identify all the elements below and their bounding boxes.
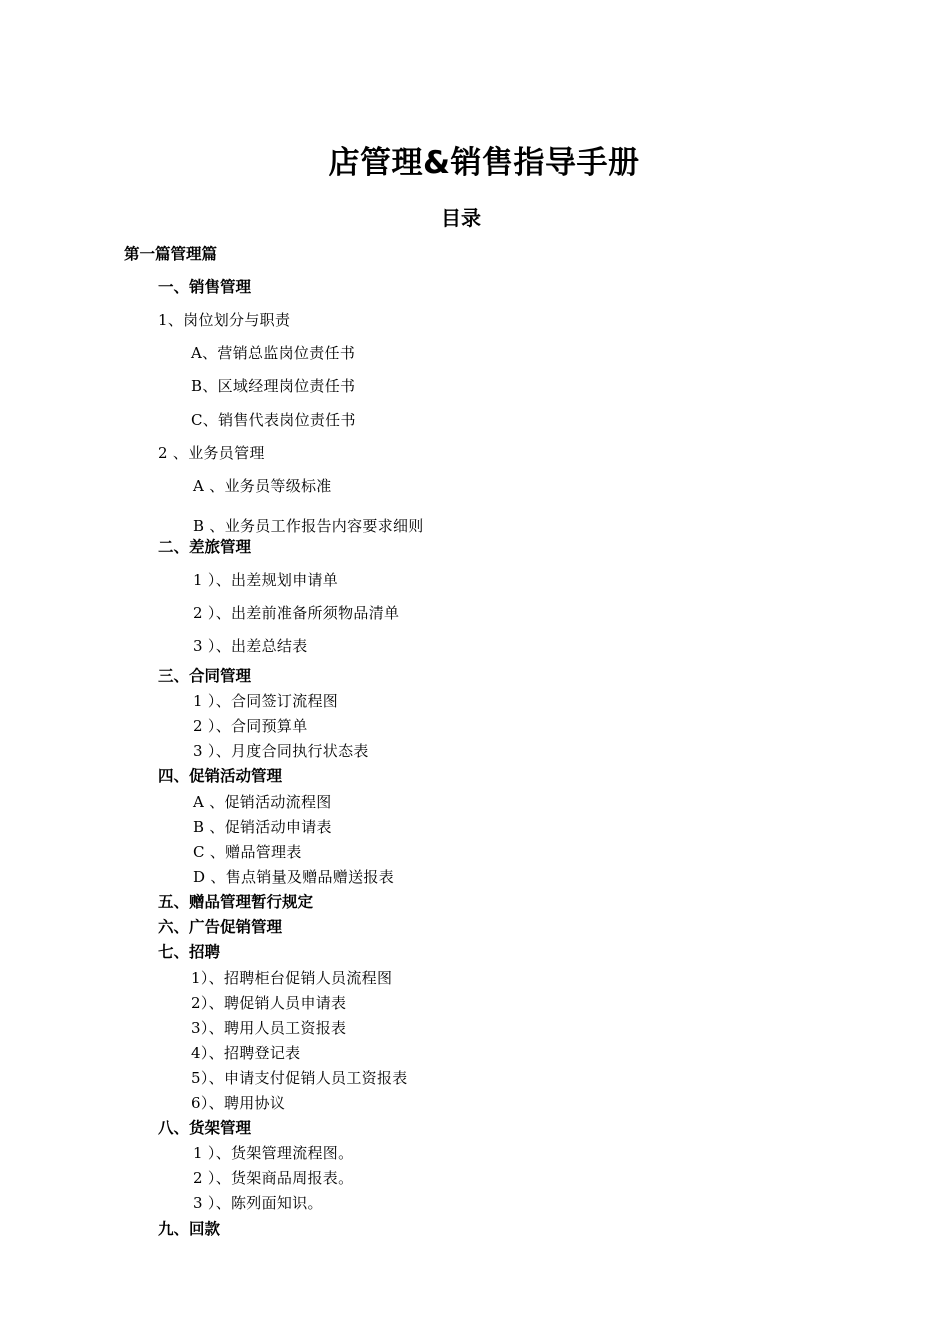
toc-item: 3 ）、出差总结表 xyxy=(193,637,308,655)
toc-item: B 、业务员工作报告内容要求细则 xyxy=(193,517,424,535)
section-heading-shelves: 八、货架管理 xyxy=(158,1119,252,1137)
section-heading-gifts: 五、赠品管理暂行规定 xyxy=(158,893,314,911)
toc-subheading: 1、岗位划分与职责 xyxy=(158,311,291,329)
toc-item: D 、售点销量及赠品赠送报表 xyxy=(193,868,394,886)
section-heading-sales: 一、销售管理 xyxy=(158,278,252,296)
section-heading-advertising: 六、广告促销管理 xyxy=(158,918,283,936)
toc-item: 2 ）、货架商品周报表。 xyxy=(193,1169,354,1187)
toc-item: A 、促销活动流程图 xyxy=(193,793,332,811)
toc-item: C 、赠品管理表 xyxy=(193,843,302,861)
document-title: 店管理&销售指导手册 xyxy=(328,145,640,181)
section-heading-travel: 二、差旅管理 xyxy=(158,538,252,556)
toc-item: 3 ）、陈列面知识。 xyxy=(193,1194,323,1212)
toc-subheading: 2 、业务员管理 xyxy=(158,444,265,462)
toc-item: 4）、招聘登记表 xyxy=(191,1044,301,1062)
section-heading-payment: 九、回款 xyxy=(158,1220,221,1238)
toc-item: 2）、聘促销人员申请表 xyxy=(191,994,347,1012)
toc-item: A、营销总监岗位责任书 xyxy=(191,344,356,362)
section-heading-promotion: 四、促销活动管理 xyxy=(158,767,283,785)
toc-item: 2 ）、出差前准备所须物品清单 xyxy=(193,604,400,622)
section-heading-recruiting: 七、招聘 xyxy=(158,943,221,961)
part-heading: 第一篇管理篇 xyxy=(124,245,218,263)
toc-item: C、销售代表岗位责任书 xyxy=(191,411,356,429)
toc-item: 1 ）、合同签订流程图 xyxy=(193,692,339,710)
toc-item: 1 ）、货架管理流程图。 xyxy=(193,1144,354,1162)
toc-item: A 、业务员等级标准 xyxy=(193,477,332,495)
section-heading-contract: 三、合同管理 xyxy=(158,667,252,685)
toc-item: 5）、申请支付促销人员工资报表 xyxy=(191,1069,408,1087)
toc-item: 1）、招聘柜台促销人员流程图 xyxy=(191,969,393,987)
toc-item: 3）、聘用人员工资报表 xyxy=(191,1019,347,1037)
toc-item: 6）、聘用协议 xyxy=(191,1094,286,1112)
toc-item: B 、促销活动申请表 xyxy=(193,818,332,836)
toc-item: 2 ）、合同预算单 xyxy=(193,717,308,735)
toc-item: B、区域经理岗位责任书 xyxy=(191,377,356,395)
toc-heading: 目录 xyxy=(441,206,481,230)
toc-item: 1 ）、出差规划申请单 xyxy=(193,571,339,589)
toc-item: 3 ）、月度合同执行状态表 xyxy=(193,742,369,760)
